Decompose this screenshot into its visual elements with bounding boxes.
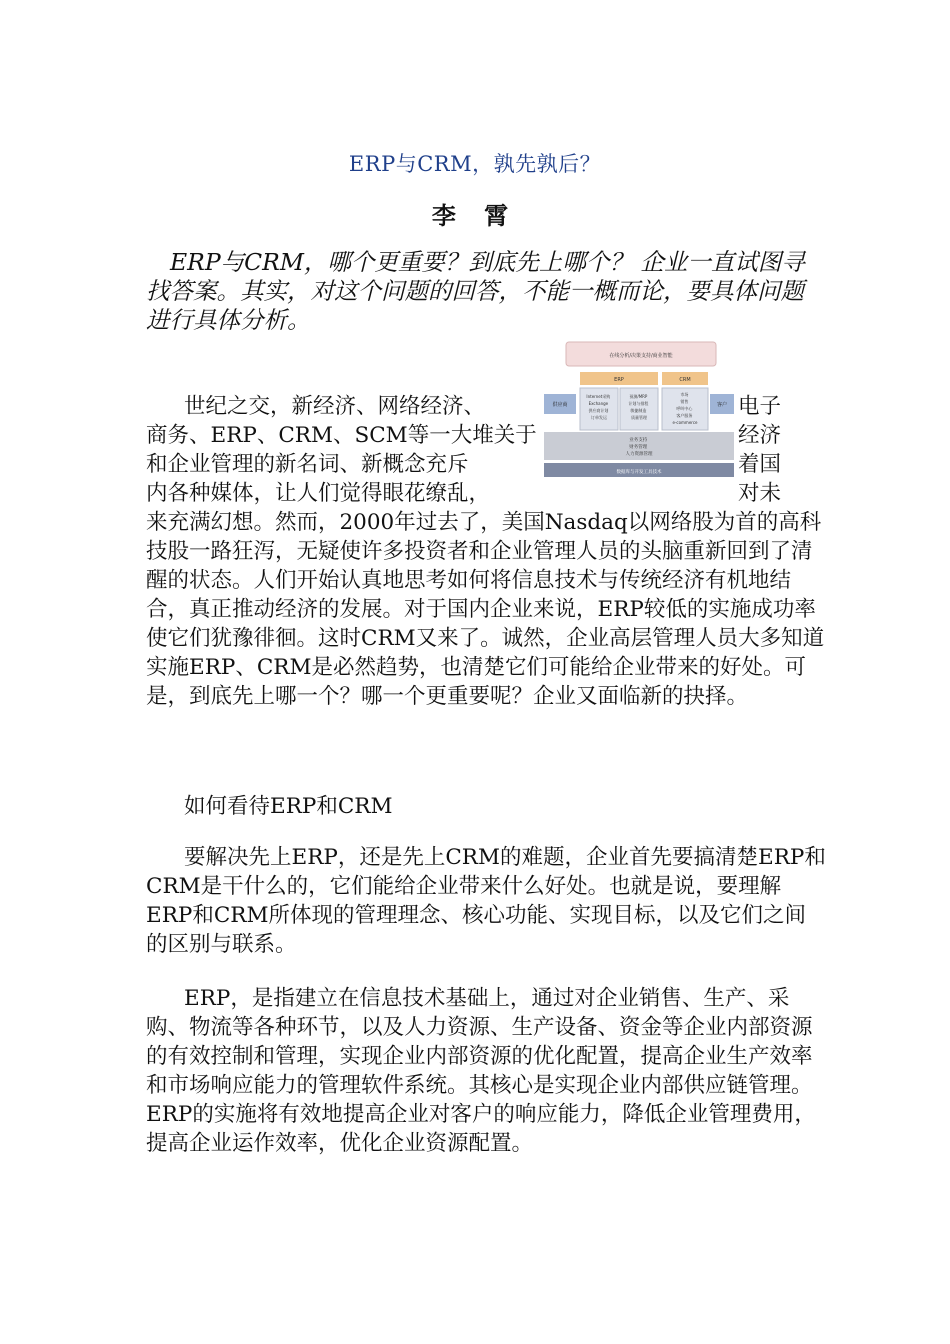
crm-function-line: 客户服务 <box>676 413 693 418</box>
crm-function-line: 市场 <box>680 392 689 397</box>
wrapped-line: 世纪之交，新经济、网络经济、 <box>184 394 486 419</box>
crm-function-line: 呼叫中心 <box>676 406 693 411</box>
erp-crm-architecture-figure <box>540 336 736 484</box>
paragraph-3: ERP，是指建立在信息技术基础上，通过对企业销售、生产、采购、物流等各种环节，以及人力资源、生产设备、资金等企业内部资源的有效控制和管理，实现企业内部资源的优化配置，提高企业生产效率和市场响应能力的管理软件系统。其核心是实现企业内部供应链管理。ERP的实施将有效地提高企业对客户的响应能力，降低企业管理费用，提高企业运作效率，优化企业资源配置。 <box>146 986 816 1156</box>
page-title: ERP与CRM，孰先孰后？ <box>348 152 602 176</box>
section-heading: 如何看待ERP和CRM <box>184 794 393 819</box>
procurement-line: Exchange <box>588 401 609 406</box>
erp-header-label: ERP <box>614 377 624 383</box>
analysis-layer-label: 在线分析/决策支持/商业智能 <box>609 353 673 359</box>
crm-function-line: 销售 <box>680 399 689 404</box>
procurement-line: Internet采购 <box>586 394 611 399</box>
paragraph-1-continued: 来充满幻想。然而，2000年过去了，美国Nasdaq以网络股为首的高科技股一路狂泻，无疑使许多投资者和企业管理人员的头脑重新回到了清醒的状态。人们开始认真地思考如何将信息技术与传统经济有机地结合，真正推动经济的发展。对于国内企业来说，ERP较低的实施成功率使它们犹豫徘徊。这时CRM又来了。诚然，企业高层管理人员大多知道实施ERP、CRM是必然趋势，也清楚它们可能给企业带来的好处。可是，到底先上哪一个？哪一个更重要呢？企业又面临新的抉择。 <box>146 510 825 709</box>
crm-function-line: e-commerce <box>672 420 698 425</box>
architecture-diagram <box>540 336 736 484</box>
wrapped-lines-right <box>738 392 808 508</box>
wrapped-line: 着国 <box>738 452 782 477</box>
procurement-line: 供应商计划 <box>588 408 609 413</box>
crm-header-label: CRM <box>679 377 691 383</box>
wrapped-lines-left <box>146 392 537 508</box>
planning-line: 敏捷制造 <box>630 408 647 413</box>
planning-line: 预测/MRP <box>629 394 648 399</box>
wrapped-line: 电子 <box>738 394 782 419</box>
author-name: 李 霄 <box>431 201 519 230</box>
core-line: 人力资源管理 <box>625 452 653 457</box>
customer-label: 客户 <box>716 402 728 408</box>
wrapped-line: 对未 <box>738 481 782 506</box>
wrapped-line: 经济 <box>738 423 782 448</box>
supplier-label: 供应商 <box>552 402 568 408</box>
wrapped-line: 内各种媒体，让人们觉得眼花缭乱， <box>146 481 491 506</box>
core-line: 业务支持 <box>629 438 648 443</box>
paragraph-2: 要解决先上ERP，还是先上CRM的难题，企业首先要搞清楚ERP和CRM是干什么的，它们能给企业带来什么好处。也就是说，要理解ERP和CRM所体现的管理理念、核心功能、实现目标，以及它们之间的区别与联系。 <box>146 845 826 957</box>
planning-line: 质量管理 <box>631 415 647 420</box>
procurement-line: 订单发运 <box>591 415 607 420</box>
planning-line: 计划与排程 <box>628 401 649 406</box>
abstract-paragraph: ERP与CRM，哪个更重要？到底先上哪个？ 企业一直试图寻找答案。其实，对这个问题的回答，不能一概而论，要具体问题进行具体分析。 <box>146 248 805 334</box>
wrapped-line: 商务、ERP、CRM、SCM等一大堆关于 <box>146 423 537 448</box>
core-line: 财务管理 <box>629 445 648 450</box>
database-layer-label: 数据库与开发工具技术 <box>616 470 662 475</box>
wrapped-line: 和企业管理的新名词、新概念充斥 <box>146 452 469 477</box>
